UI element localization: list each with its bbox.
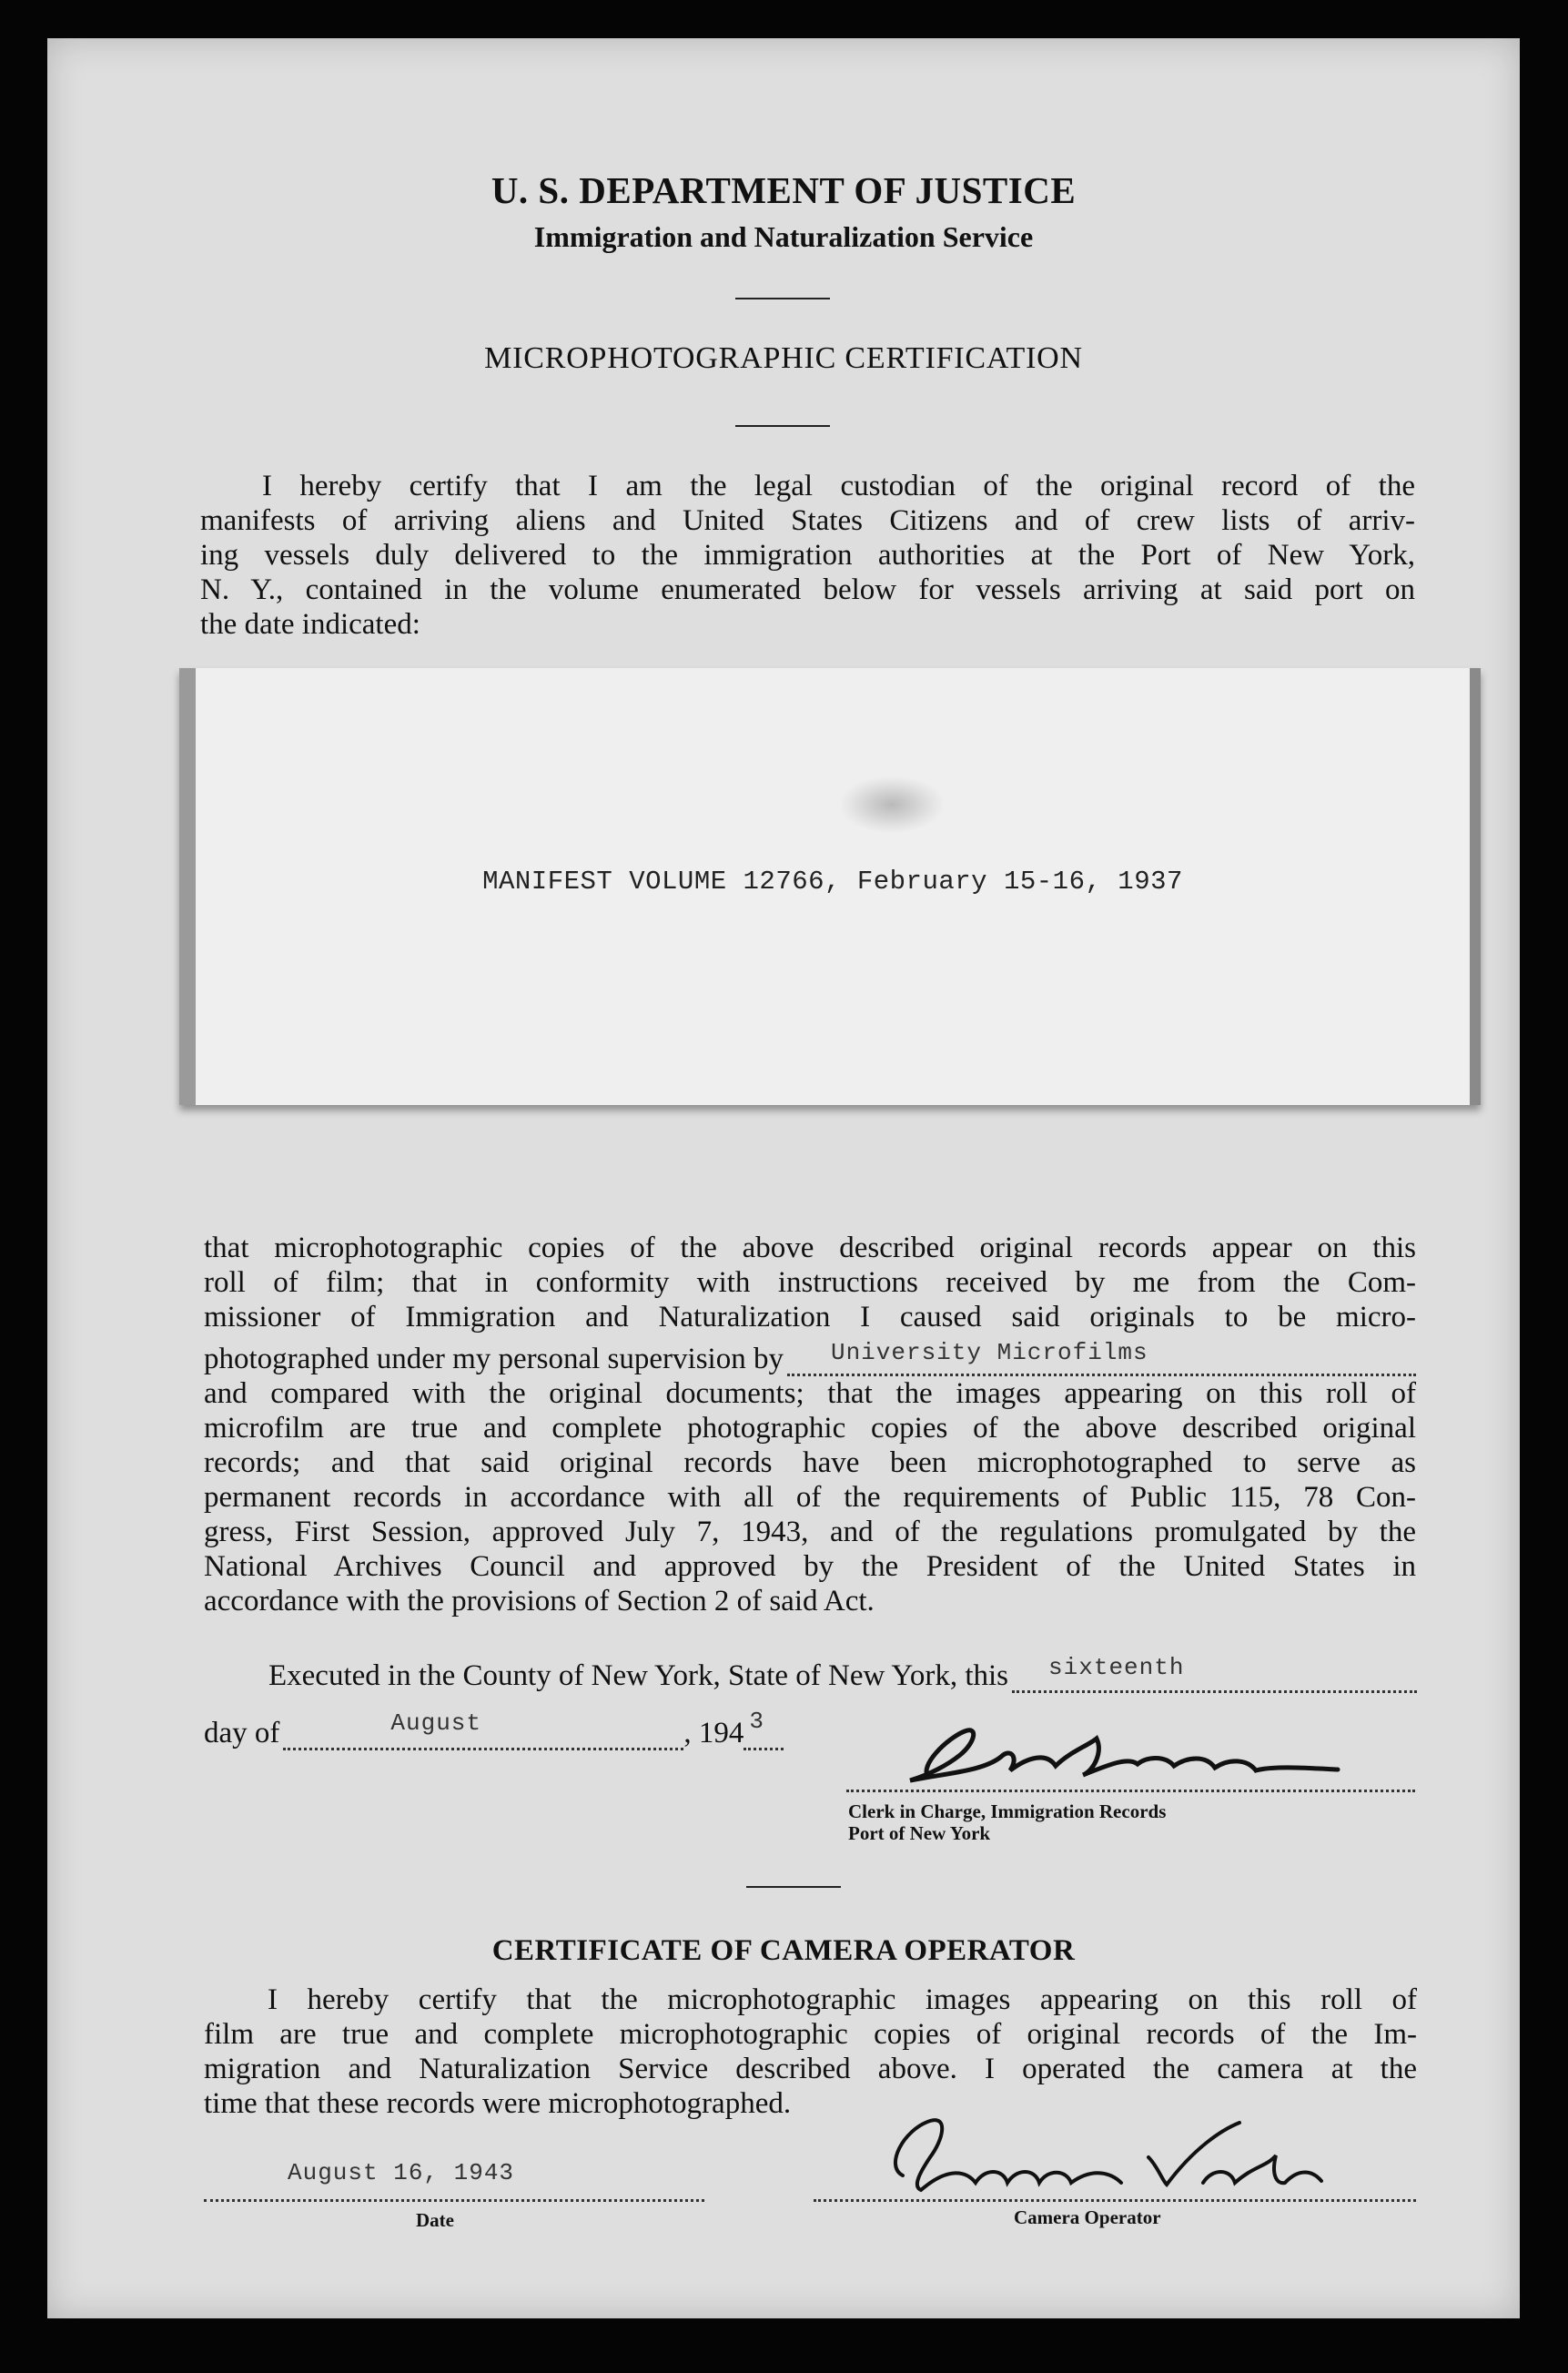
paragraph-line: the date indicated: — [200, 608, 420, 641]
month-field — [283, 1709, 683, 1750]
camera-operator-label: Camera Operator — [1014, 2206, 1161, 2228]
camera-date-value: August 16, 1943 — [288, 2159, 515, 2186]
service-subheading: Immigration and Naturalization Service — [533, 220, 1034, 253]
body-paragraph — [204, 1231, 1416, 1618]
camera-date-field — [204, 2159, 704, 2202]
paragraph-line: gress, First Session, approved July 7, 1943, and of the regulations promulgated by the — [204, 1516, 1416, 1548]
divider — [735, 425, 830, 427]
paragraph-line: roll of film; that in conformity with instructions received by me from the Com- — [204, 1266, 1416, 1299]
divider — [735, 298, 830, 299]
certificate-page — [47, 38, 1520, 2318]
executed-day-value: sixteenth — [1048, 1654, 1185, 1681]
volume-insert-card — [179, 668, 1481, 1105]
clerk-title: Clerk in Charge, Immigration Records — [848, 1800, 1167, 1822]
supervisor-value: University Microfilms — [830, 1339, 1148, 1366]
executed-day-field — [1012, 1654, 1417, 1693]
paragraph-line: ing vessels duly delivered to the immigration authorities at the Port of New York, — [200, 539, 1415, 572]
ink-smudge — [842, 777, 942, 832]
camera-paragraph — [204, 1983, 1417, 2121]
paragraph-line: National Archives Council and approved by the President of the United States in — [204, 1550, 1416, 1583]
paragraph-line: microfilm are true and complete photographic copies of the above described original — [204, 1412, 1416, 1445]
paragraph-line: records; and that said original records have been microphotographed to serve as — [204, 1446, 1416, 1479]
date-label: Date — [416, 2209, 454, 2231]
supervisor-field — [787, 1339, 1416, 1376]
paragraph-line: accordance with the provisions of Section 2 of said Act. — [204, 1585, 875, 1617]
paragraph-line: film are true and complete microphotographic copies of original records of the Im- — [204, 2018, 1417, 2051]
certification-title: MICROPHOTOGRAPHIC CERTIFICATION — [484, 341, 1083, 375]
supervision-line — [204, 1334, 1416, 1376]
paragraph-line: missioner of Immigration and Naturalization I caused said originals to be micro- — [204, 1301, 1416, 1334]
paragraph-line: migration and Naturalization Service described above. I operated the camera at the — [204, 2053, 1417, 2085]
paragraph-line: I hereby certify that the microphotographic images appearing on this roll of — [268, 1983, 1417, 2016]
clerk-signature-icon — [892, 1720, 1365, 1798]
year-prefix: , 194 — [683, 1717, 744, 1749]
year-value: 3 — [749, 1708, 764, 1735]
supervision-prefix: photographed under my personal supervision by — [204, 1343, 784, 1375]
camera-operator-heading: CERTIFICATE OF CAMERA OPERATOR — [491, 1934, 1076, 1967]
operator-signature-icon — [848, 2103, 1358, 2203]
day-of-line — [204, 1708, 877, 1750]
paragraph-line: time that these records were microphotographed. — [204, 2087, 792, 2120]
department-heading: U. S. DEPARTMENT OF JUSTICE — [491, 169, 1077, 211]
paragraph-line: manifests of arriving aliens and United States Citizens and of crew lists of arriv- — [200, 504, 1415, 537]
year-field — [744, 1708, 784, 1750]
paragraph-line: permanent records in accordance with all of the requirements of Public 115, 78 Con- — [204, 1481, 1416, 1514]
month-value: August — [390, 1709, 482, 1737]
executed-prefix: Executed in the County of New York, State of New York, this — [268, 1659, 1009, 1692]
paragraph-line: that microphotographic copies of the above described original records appear on this — [204, 1232, 1416, 1264]
paragraph-line: and compared with the original documents; that the images appearing on this roll of — [204, 1377, 1416, 1410]
paragraph-line: I hereby certify that I am the legal custodian of the original record of the — [262, 470, 1415, 502]
divider — [746, 1886, 841, 1888]
day-of-prefix: day of — [204, 1717, 280, 1749]
manifest-volume-label: MANIFEST VOLUME 12766, February 15-16, 1937 — [482, 867, 1183, 897]
paragraph-line: N. Y., contained in the volume enumerated below for vessels arriving at said port on — [200, 573, 1415, 606]
intro-paragraph — [200, 469, 1415, 642]
executed-line — [268, 1654, 1417, 1693]
clerk-port: Port of New York — [848, 1822, 991, 1844]
